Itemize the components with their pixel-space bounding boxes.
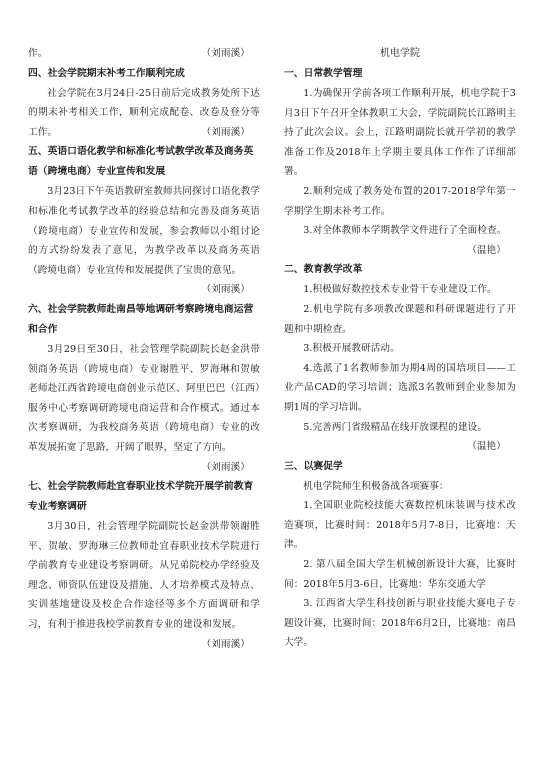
paragraph: 3月23日下午英语教研室教师共同探讨口语化教学和标准化考试教学改革的经验总结和完善及商务英语（跨境电商）专业宣传和发展，参会教师以小组讨论的方式纷纷发表了意见，为教学改革以及商务英语（跨境电商）专业宣传和发展提供了宝贵的意见。 <box>28 186 260 276</box>
paragraph: 1.为确保开学前各项工作顺利开展，机电学院于3月3日下午召开全体教职工大会，学院副院长江路明主持了此次会议。会上，江路明副院长就开学初的教学准备工作及2018年上学期主要具体工作作了详细部署。 <box>284 88 516 178</box>
paragraph: 5.完善两门省级精品在线开放课程的建设。 <box>303 421 488 433</box>
author-credit: （温艳） <box>467 441 506 453</box>
section-heading: 一、日常教学管理 <box>284 68 363 79</box>
author-credit: （刘雨溪） <box>201 461 250 473</box>
author-credit: （刘雨溪） <box>201 638 250 650</box>
paragraph: 3.积极开展教研活动。 <box>303 343 400 355</box>
paragraph: 3月30日，社会管理学院副院长赵金洪带领谢胜平、贺敏、罗海琳三位教师赴宜春职业技术学院进行学前教育专业建设考察调研。从兄弟院校办学经验及理念、师资队伍建设及措施、人才培养模式及特点、实训基地建设及校企合作途径等多个方面调研和学习，有利于推进我校学前教育专业的建设和发展。 <box>28 521 260 631</box>
author-credit: （温艳） <box>467 244 506 256</box>
author-credit: （刘雨溪） <box>201 284 250 296</box>
department-title: 机电学院 <box>380 48 420 59</box>
paragraph: 3.对全体教师本学期教学文件进行了全面检查。 <box>303 225 507 237</box>
paragraph: 1.全国职业院校技能大赛数控机床装调与技术改造赛项，比赛时间：2018年5月7-8日，比赛地：天津。 <box>284 500 516 551</box>
author-credit: （刘雨溪） <box>201 126 250 138</box>
paragraph: 2.顺利完成了教务处布置的2017-2018学年第一学期学生期末补考工作。 <box>284 185 516 217</box>
continuation-text: 作。 <box>28 48 48 59</box>
section-heading: 七、社会学院教师赴宜春职业技术学院开展学前教育专业考察调研 <box>28 481 254 513</box>
section-heading: 四、社会学院期末补考工作顺利完成 <box>28 67 185 79</box>
paragraph: 社会学院在3月24日-25日前后完成教务处所下达的期末补考相关工作，顺利完成配卷、改卷及登分等工作。 <box>28 87 260 138</box>
author-credit: （刘雨溪） <box>201 48 250 59</box>
paragraph: 4.选派了1名教师参加为期4周的国培项目——工业产品CAD的学习培训；选派3名教师到企业参加为期1周的学习培训。 <box>284 362 516 413</box>
paragraph: 3月29日至30日，社会管理学院副院长赵金洪带领商务英语（跨境电商）专业谢胜平、罗海琳和贺敏老师赴江西省跨境电商创业示范区、阿里巴巴（江西）服务中心考察调研跨境电商运营和合作模式。通过本次考察调研，为我校商务英语（跨境电商）专业的改革发展拓宽了思路，开阔了眼界，坚定了方向。 <box>28 343 260 453</box>
paragraph: 2.机电学院有多项教改课题和科研课题进行了开题和中期检查。 <box>284 303 516 335</box>
section-heading: 五、英语口语化教学和标准化考试教学改革及商务英语（跨境电商）专业宣传和发展 <box>28 146 254 178</box>
paragraph: 3. 江西省大学生科技创新与职业技能大赛电子专题设计赛，比赛时间：2018年6月2日，比赛地：南昌大学。 <box>284 598 516 649</box>
section-heading: 三、以赛促学 <box>284 460 343 472</box>
paragraph: 1.积极做好数控技术专业骨干专业建设工作。 <box>303 284 497 296</box>
right-column <box>284 44 516 653</box>
section-heading: 六、社会学院教师赴南昌等地调研考察跨境电商运营和合作 <box>28 303 254 335</box>
paragraph: 2. 第八届全国大学生机械创新设计大赛，比赛时间：2018年5月3-6日，比赛地：华东交通大学 <box>284 559 516 590</box>
section-heading: 二、教育教学改革 <box>284 264 363 276</box>
paragraph: 机电学院师生积极备战各项赛事： <box>303 480 449 492</box>
left-column <box>28 44 260 654</box>
